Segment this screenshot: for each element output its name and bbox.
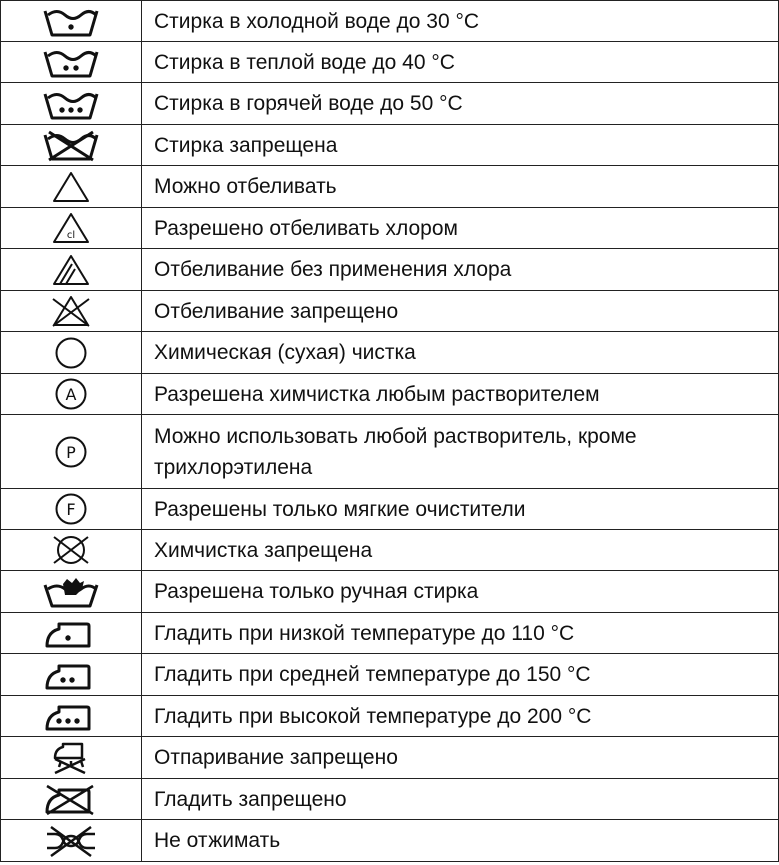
table-row [1, 208, 779, 249]
row-label: Гладить при высокой температуре до 200 °С [142, 696, 779, 737]
table-row [1, 613, 779, 654]
do-not-bleach-icon [49, 294, 93, 328]
table-row [1, 415, 779, 489]
row-label: Стирка в теплой воде до 40 °С [142, 42, 779, 83]
do-not-iron-icon [41, 782, 101, 816]
row-label: Отпаривание запрещено [142, 737, 779, 779]
svg-text:F: F [66, 500, 76, 519]
wash-40-icon [41, 45, 101, 79]
table-row [1, 737, 779, 779]
iron-high-icon [41, 699, 101, 733]
dry-clean-icon [51, 336, 91, 370]
table-row [1, 332, 779, 374]
row-label: Отбеливание запрещено [142, 291, 779, 332]
dry-clean-f-icon [51, 492, 91, 526]
table-row [1, 571, 779, 613]
row-label: Гладить при низкой температуре до 110 °С [142, 613, 779, 654]
row-label: Стирка запрещена [142, 125, 779, 166]
table-row [1, 530, 779, 571]
row-label: Химчистка запрещена [142, 530, 779, 571]
table-row [1, 249, 779, 291]
svg-text:P: P [66, 442, 76, 462]
table-row [1, 820, 779, 862]
row-label: Разрешена только ручная стирка [142, 571, 779, 613]
table-row [1, 125, 779, 166]
wash-30-icon [41, 4, 101, 38]
dry-clean-p-icon [51, 435, 91, 469]
no-steam-icon [49, 741, 93, 775]
bleach-allowed-icon [51, 170, 91, 204]
row-label: Разрешены только мягкие очистители [142, 489, 779, 530]
table-row [1, 1, 779, 42]
table-row [1, 654, 779, 696]
row-label: Разрешено отбеливать хлором [142, 208, 779, 249]
table-row [1, 42, 779, 83]
row-label: Химическая (сухая) чистка [142, 332, 779, 374]
svg-text:cl: cl [66, 230, 76, 241]
do-not-wash-icon [41, 128, 101, 162]
hand-wash-icon [41, 575, 101, 609]
row-label: Разрешена химчистка любым растворителем [142, 374, 779, 415]
row-label: Можно использовать любой растворитель, кроме трихлорэтилена [142, 415, 779, 489]
wash-50-icon [41, 87, 101, 121]
row-label: Не отжимать [142, 820, 779, 862]
table-row [1, 489, 779, 530]
iron-medium-icon [41, 658, 101, 692]
table-row [1, 779, 779, 820]
row-label: Стирка в горячей воде до 50 °С [142, 83, 779, 125]
table-row [1, 83, 779, 125]
table-row [1, 291, 779, 332]
row-label: Можно отбеливать [142, 166, 779, 208]
table-row [1, 166, 779, 208]
table-row [1, 696, 779, 737]
dry-clean-a-icon [51, 377, 91, 411]
non-chlorine-bleach-icon [51, 253, 91, 287]
chlorine-bleach-icon [51, 211, 91, 245]
row-label: Гладить при средней температуре до 150 °С [142, 654, 779, 696]
table-row [1, 374, 779, 415]
do-not-wring-icon [41, 824, 101, 858]
iron-low-icon [41, 616, 101, 650]
do-not-dry-clean-icon [49, 533, 93, 567]
row-label: Стирка в холодной воде до 30 °С [142, 1, 779, 42]
row-label: Отбеливание без применения хлора [142, 249, 779, 291]
row-label: Гладить запрещено [142, 779, 779, 820]
svg-text:A: A [65, 385, 77, 404]
